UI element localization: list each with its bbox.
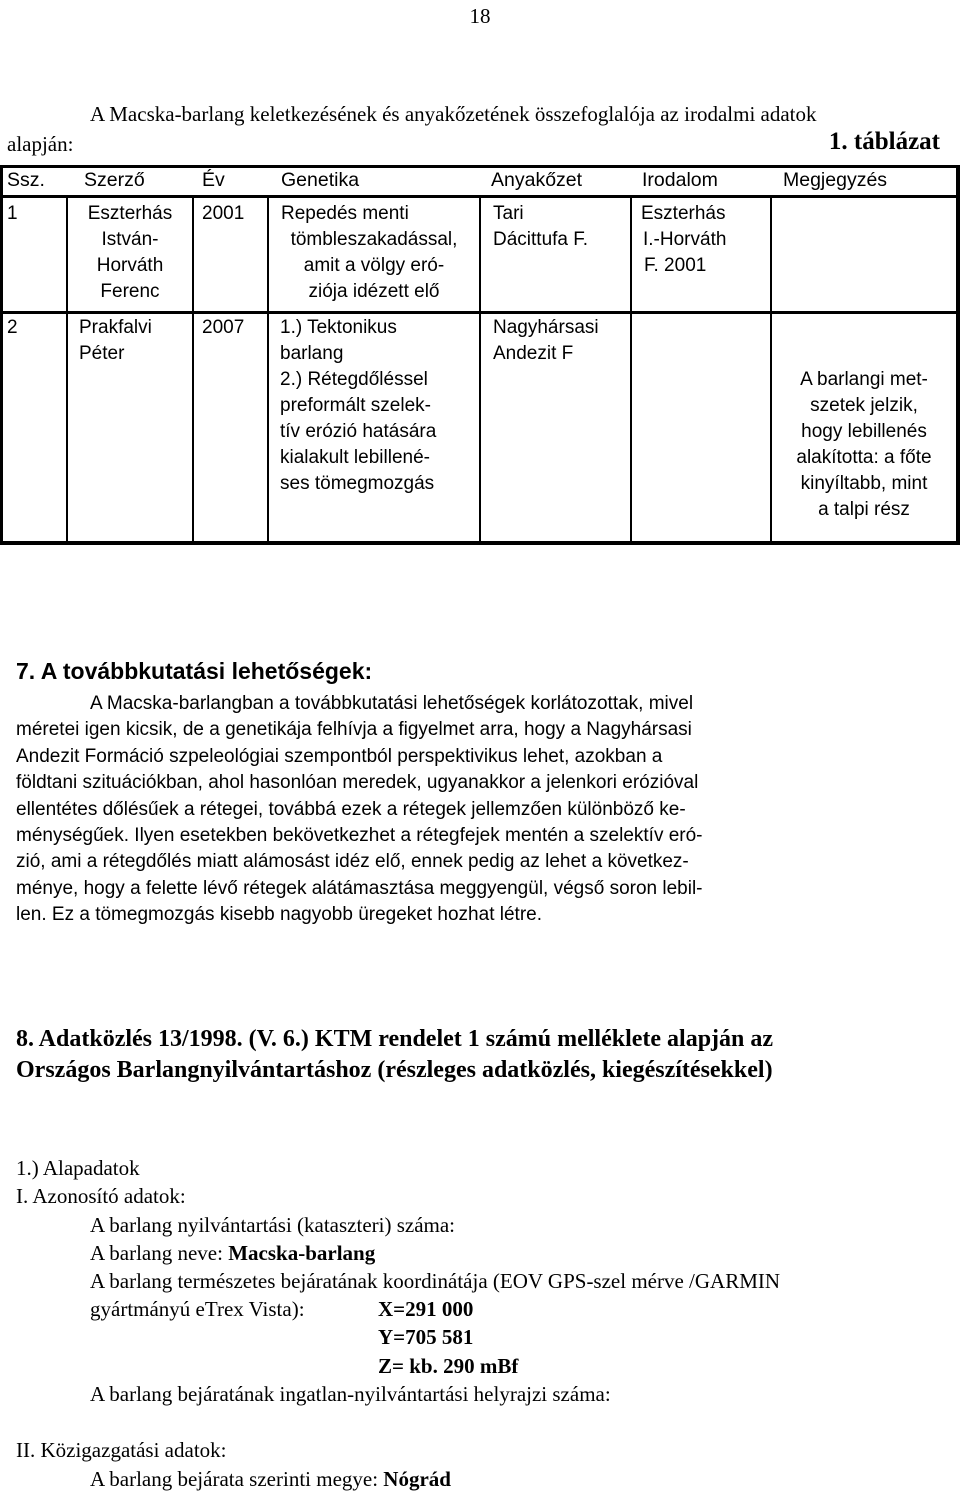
coord-label-line1: A barlang természetes bejáratának koordinátája (EOV GPS-szel mérve /GARMIN — [90, 1269, 781, 1293]
row1-irodalom: Eszterhás I.-Horváth F. 2001 — [641, 203, 727, 276]
identity-title: I. Azonosító adatok: — [16, 1184, 186, 1208]
row2-ev: 2007 — [202, 317, 245, 338]
header-ev: Év — [202, 169, 225, 191]
header-anyakozet: Anyakőzet — [491, 169, 583, 191]
row1-genetika: Repedés menti tömbleszakadással, amit a völgy eró- ziója idézett elő — [281, 203, 458, 302]
cave-name: A barlang neve: Macska-barlang — [90, 1241, 376, 1265]
row2-genetika: 1.) Tektonikus barlang 2.) Rétegdőléssel preformált szelek- tív erózió hatására kialakult lebillené- ses tömegmozgás — [280, 317, 437, 494]
col-divider — [192, 195, 194, 543]
table-left-border — [0, 165, 3, 545]
basic-data-title: 1.) Alapadatok — [16, 1156, 140, 1180]
table-label: 1. táblázat — [828, 128, 940, 155]
section7-heading: 7. A továbbkutatási lehetőségek: — [16, 658, 373, 684]
table-right-border — [956, 165, 960, 545]
row2-anyakozet: Nagyhársasi Andezit F — [493, 317, 599, 364]
row1-anyakozet: Tari Dácittufa F. — [493, 203, 589, 250]
table-top-border — [0, 165, 960, 168]
header-megjegyzes: Megjegyzés — [783, 169, 888, 191]
county: A barlang bejárata szerinti megye: Nógrád — [90, 1467, 451, 1491]
row1-szerzo: Eszterhás István- Horváth Ferenc — [87, 203, 173, 302]
parcel-label: A barlang bejáratának ingatlan-nyilvántartási helyrajzi száma: — [90, 1382, 611, 1406]
row1-ev: 2001 — [202, 203, 245, 224]
table-caption-line1: A Macska-barlang keletkezésének és anyakőzetének összefoglalója az irodalmi adatok — [90, 102, 817, 126]
header-genetika: Genetika — [281, 169, 360, 191]
row2-szerzo: Prakfalvi Péter — [79, 317, 152, 364]
coord-z: Z= kb. 290 mBf — [378, 1354, 519, 1378]
row2-megjegyzes: A barlangi met- szetek jelzik, hogy lebillenés alakította: a főte kinyíltabb, mint a talpi rész — [796, 369, 932, 520]
cadastre-label: A barlang nyilvántartási (kataszteri) száma: — [90, 1213, 456, 1237]
coord-x: X=291 000 — [378, 1297, 474, 1321]
row2-ssz: 2 — [7, 317, 18, 338]
header-szerzo: Szerző — [84, 169, 145, 191]
col-divider — [479, 195, 481, 543]
section8-heading: 8. Adatközlés 13/1998. (V. 6.) KTM rendelet 1 számú melléklete alapján az Országos Barlangnyilvántartáshoz (részleges adatközlés, kiegészítésekkel) — [16, 1026, 774, 1083]
col-divider — [630, 195, 632, 543]
page-number: 18 — [469, 4, 491, 28]
header-ssz: Ssz. — [7, 169, 45, 191]
coord-y: Y=705 581 — [378, 1325, 474, 1349]
genesis-table — [0, 165, 960, 545]
table-caption-line2: alapján: — [7, 132, 74, 156]
coord-label-line2: gyártmányú eTrex Vista): — [90, 1297, 305, 1321]
row1-ssz: 1 — [7, 203, 18, 224]
admin-title: II. Közigazgatási adatok: — [16, 1438, 227, 1462]
header-irodalom: Irodalom — [642, 169, 718, 191]
section7-paragraph: A Macska-barlangban a továbbkutatási lehetőségek korlátozottak, mivel méretei igen kicsik, de a genetikája felhívja a figyelmet arra, hogy a Nagyhársasi Andezit Formáció szpeleológiai szempontból perspektivikus lehet, azokban a földtani szituációkban, ahol hasonlóan meredek, ugyanakkor a jelenkori erózióval ellentétes dőlésűek a rétegei, továbbá ezek a rétegek jellemzően különböző ke- ménységűek. Ilyen esetekben bekövetkezhet a rétegfejek mentén a szelektív eró- zió, ami a rétegdőlés miatt alámosást idéz elő, ennek pedig az lehet a következ- ménye, hogy a felette lévő rétegek alátámasztása meggyengül, végső soron lebil- len. Ez a tömegmozgás kisebb nagyobb üregeket hozhat létre. — [16, 693, 703, 926]
